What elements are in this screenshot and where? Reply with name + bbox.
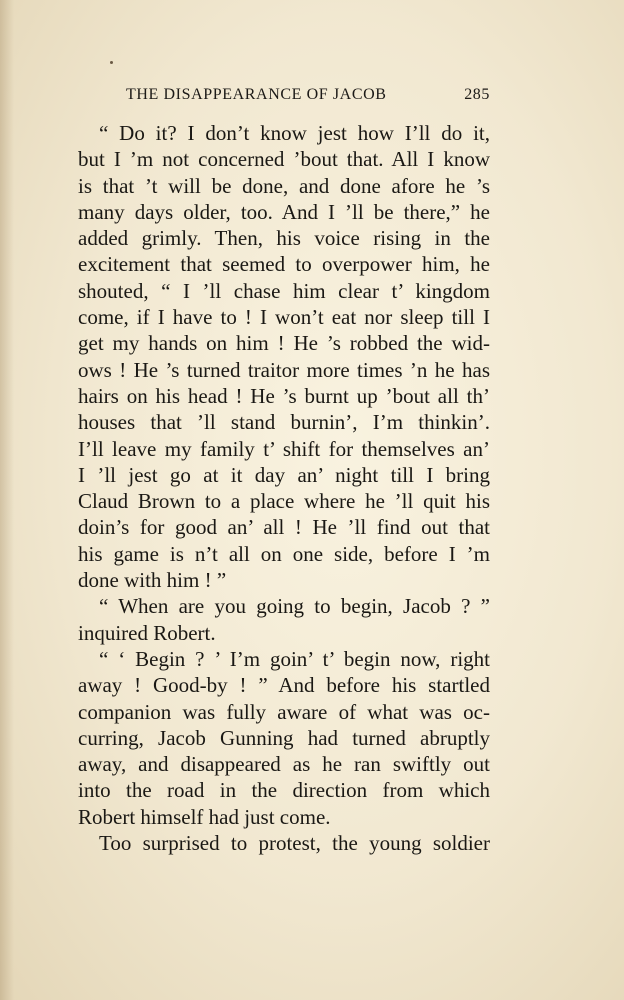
text-line: many days older, too. And I ’ll be there,” he: [78, 199, 490, 224]
text-line: doin’s for good an’ all ! He ’ll find out that: [78, 515, 490, 540]
text-line: shouted, “ I ’ll chase him clear t’ kingdom: [78, 278, 490, 303]
text-line: Claud Brown to a place where he ’ll quit his: [78, 489, 490, 514]
text-line: away ! Good-by ! ” And before his startled: [78, 673, 490, 698]
text-line: “ ‘ Begin ? ’ I’m goin’ t’ begin now, right: [99, 646, 490, 671]
text-line: “ When are you going to begin, Jacob ? ”: [99, 594, 490, 619]
text-line: I’ll leave my family t’ shift for themselves an’: [78, 436, 490, 461]
running-head-title: THE DISAPPEARANCE OF JACOB: [126, 86, 387, 103]
binding-shadow: [0, 0, 14, 1000]
text-line: come, if I have to ! I won’t eat nor sleep till I: [78, 305, 490, 330]
text-line: but I ’m not concerned ’bout that. All I know: [78, 147, 490, 172]
page-number: 285: [464, 86, 490, 103]
text-line: hairs on his head ! He ’s burnt up ’bout all th’: [78, 383, 490, 408]
text-line: done with him ! ”: [78, 568, 227, 593]
text-line: Robert himself had just come.: [78, 804, 331, 829]
paper-speck: [110, 61, 113, 64]
text-line: ows ! He ’s turned traitor more times ’n he has: [78, 357, 490, 382]
text-line: away, and disappeared as he ran swiftly out: [78, 752, 490, 777]
text-line: companion was fully aware of what was oc-: [78, 699, 490, 724]
running-head: [126, 86, 490, 104]
text-line: added grimly. Then, his voice rising in the: [78, 226, 490, 251]
text-line: get my hands on him ! He ’s robbed the wid-: [78, 331, 490, 356]
text-line: into the road in the direction from which: [78, 778, 490, 803]
text-line: curring, Jacob Gunning had turned abruptly: [78, 725, 490, 750]
text-line: his game is n’t all on one side, before I ’m: [78, 541, 490, 566]
text-line: excitement that seemed to overpower him, he: [78, 252, 490, 277]
text-line: Too surprised to protest, the young soldier: [99, 831, 490, 856]
text-line: inquired Robert.: [78, 620, 216, 645]
body-text: [78, 120, 490, 856]
text-line: I ’ll jest go at it day an’ night till I bring: [78, 462, 490, 487]
text-line: is that ’t will be done, and done afore he ’s: [78, 173, 490, 198]
text-line: “ Do it? I don’t know jest how I’ll do it,: [99, 121, 490, 145]
text-line: houses that ’ll stand burnin’, I’m thinkin’.: [78, 410, 490, 435]
